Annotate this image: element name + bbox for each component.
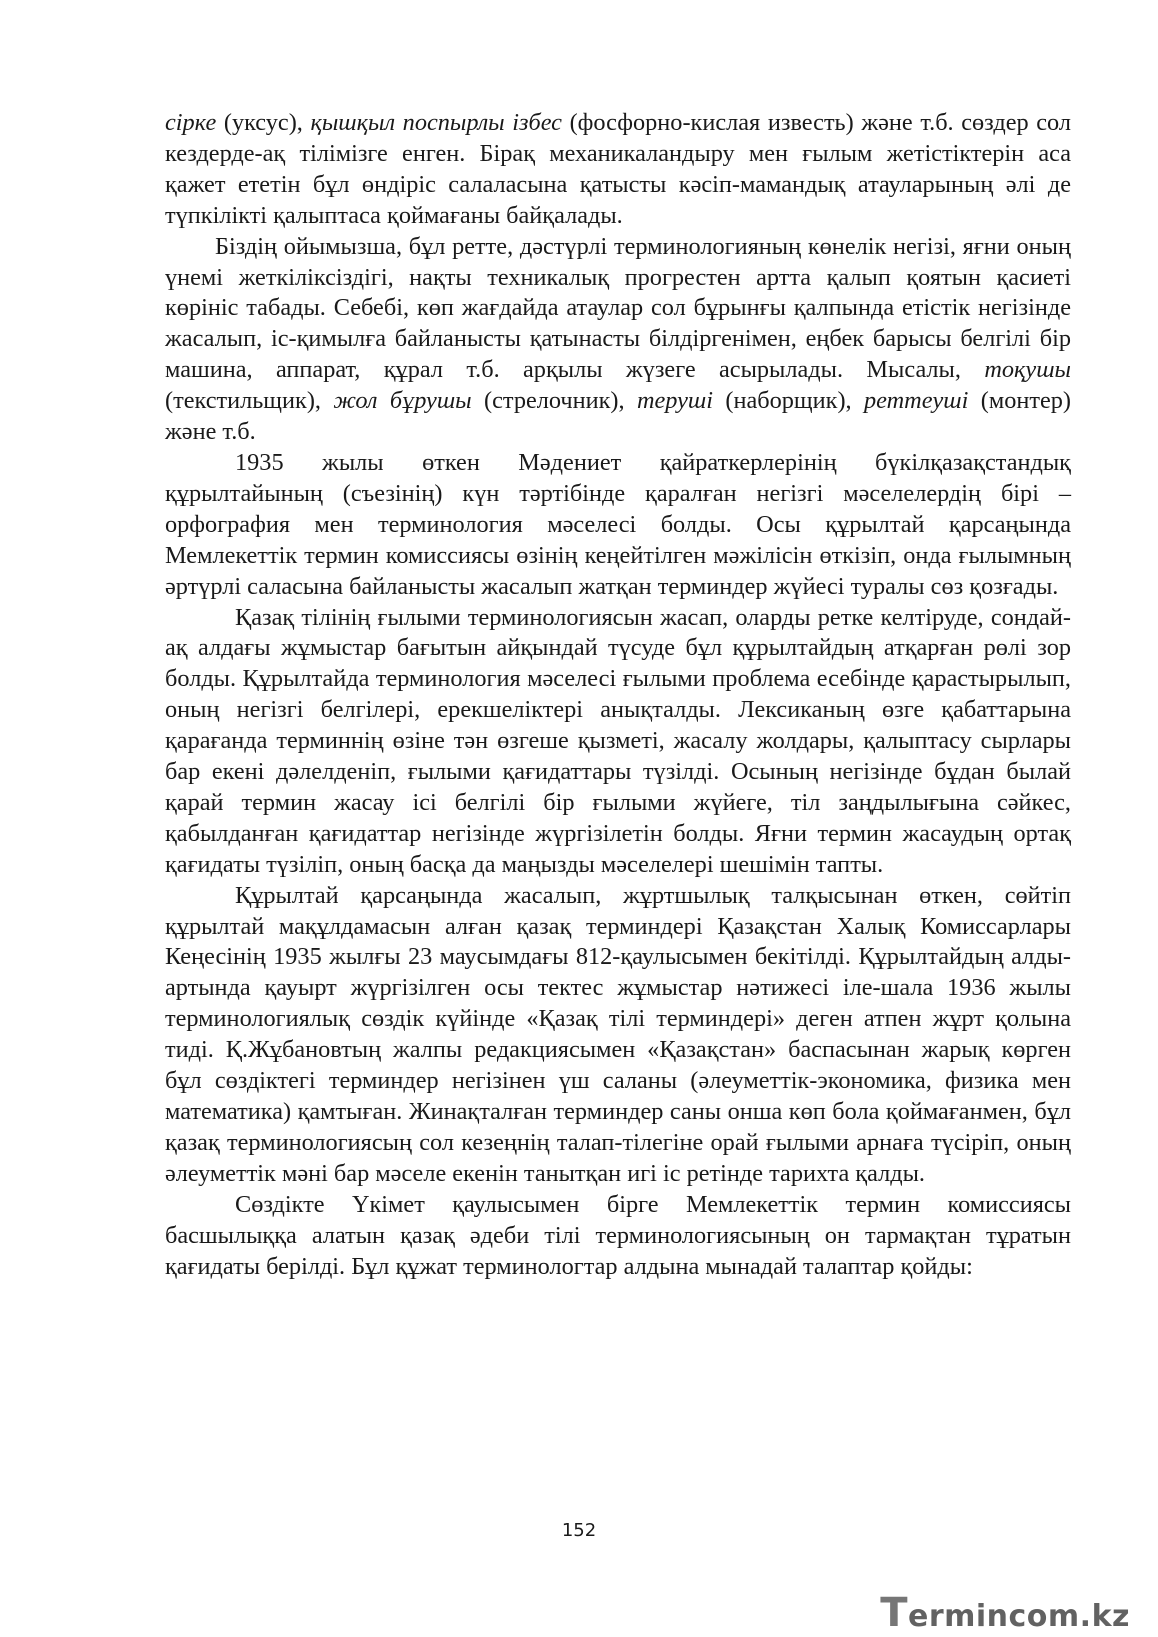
watermark-initial: T	[880, 1590, 908, 1636]
text-run: (наборщик),	[713, 387, 864, 415]
watermark-text: ermincom.kz	[907, 1599, 1130, 1634]
body-text	[165, 108, 1071, 1282]
text-run: Біздің ойымызша, бұл ретте, дәстүрлі терминологияның көнелік негізі, яғни оның үнемі жеткіліксіздігі, нақты техникалық прогрестен артта қалып қоятын қасиеті көрініс табады. Себебі, көп жағдайда атаулар сол бұрынғы қалпында етістік негізінде жасалып, іс-қимылға байланысты қатынасты білдіргенімен, еңбек барысы белгілі бір машина, аппарат, құрал т.б. арқылы жүзеге асырылады. Мысалы,	[165, 232, 1071, 384]
text-run: (уксус),	[216, 109, 311, 136]
paragraph-5	[165, 881, 1071, 1190]
text-run: (стрелочник),	[471, 387, 637, 415]
italic-term: сірке	[165, 109, 217, 136]
paragraph-2	[165, 232, 1071, 448]
italic-term: реттеуші	[863, 387, 969, 415]
terminkom-watermark[interactable]	[880, 1590, 1130, 1636]
text-run: (фосфорно-кислая известь) және т.б. сөздер сол кездерде-ақ тілімізге енген. Бірақ механикаландыру мен ғылым жетістіктерін аса қажет ететін бұл өндіріс салаласына қатысты кәсіп-мамандық атауларының әлі де түпкілікті қалыптаса қоймағаны байқалады.	[165, 109, 1071, 229]
italic-term: теруші	[636, 387, 714, 415]
text-run: 1935 жылы өткен Мәдениет қайраткерлерінің бүкілқазақстандық құрылтайының (съезінің) күн тәртібінде қаралған негізгі мәселелердің бірі – орфография мен терминология мәселесі болды. Осы құрылтай қарсаңында Мемлекеттік термин комиссиясы өзінің кеңейтілген мәжілісін өткізіп, онда ғылымның әртүрлі саласына байланысты жасалып жатқан терминдер жүйесі туралы сөз қозғады.	[165, 448, 1071, 600]
text-run: Қазақ тілінің ғылыми терминологиясын жасап, оларды ретке келтіруде, сондай-ақ алдағы жұмыстар бағытын айқындай түсуде бұл құрылтайдың атқарған рөлі зор болды. Құрылтайда терминология мәселесі ғылыми проблема есебінде қарастырылып, оның негізгі белгілері, ерекшеліктері анықталды. Лексиканың өзге қабаттарына қарағанда терминнің өзіне тән өзгеше қызметі, жасалу жолдары, қалыптасу сырлары бар екені дәлелденіп, ғылыми қағидаттары түзілді. Осының негізінде бұдан былай қарай термин жасау ісі белгілі бір ғылыми жүйеге, тіл заңдылығына сәйкес, қабылданған қағидаттар негізінде жүргізілетін болды. Яғни термин жасаудың ортақ қағидаты түзіліп, оның басқа да маңызды мәселелері шешімін тапты.	[165, 603, 1071, 878]
text-run: Құрылтай қарсаңында жасалып, жұртшылық талқысынан өткен, сөйтіп құрылтай мақұлдамасын алған қазақ терминдері Қазақстан Халық Комиссарлары Кеңесінің 1935 жылғы 23 маусымдағы 812-қаулысымен бекітілді. Құрылтайдың алды-артында қауырт жүргізілген осы тектес жұмыстар нәтижесі іле-шала 1936 жылы терминологиялық сөздік күйінде «Қазақ тілі терминдері» деген атпен жұрт қолына тиді. Қ.Жұбановтың жалпы редакциясымен «Қазақстан» баспасынан жарық көрген бұл сөздіктегі терминдер негізінен үш саланы (әлеуметтік-экономика, физика мен математика) қамтыған. Жинақталған терминдер саны онша көп бола қоймағанмен, бұл қазақ терминологиясың сол кезеңнің талап-тілегіне орай ғылыми арнаға түсіріп, оның әлеуметтік мәні бар мәселе екенін танытқан игі іс ретінде тарихта қалды.	[165, 881, 1071, 1187]
text-run: (монтер) және т.б.	[165, 387, 1071, 446]
italic-term: қышқыл поспырлы ізбес	[310, 109, 562, 136]
italic-term: жол бұрушы	[333, 387, 472, 415]
paragraph-6	[165, 1190, 1071, 1283]
page-number: 152	[561, 1520, 597, 1541]
italic-term: тоқушы	[984, 356, 1071, 384]
paragraph-4	[165, 603, 1071, 881]
text-run: Сөздікте Үкімет қаулысымен бірге Мемлекеттік термин комиссиясы басшылыққа алатын қазақ әдеби тілі терминологиясының он тармақтан тұратын қағидаты берілді. Бұл құжат терминологтар алдына мынадай талаптар қойды:	[165, 1190, 1071, 1280]
text-run: (текстильщик),	[165, 387, 334, 415]
paragraph-3	[165, 448, 1071, 603]
paragraph-1	[165, 108, 1071, 232]
